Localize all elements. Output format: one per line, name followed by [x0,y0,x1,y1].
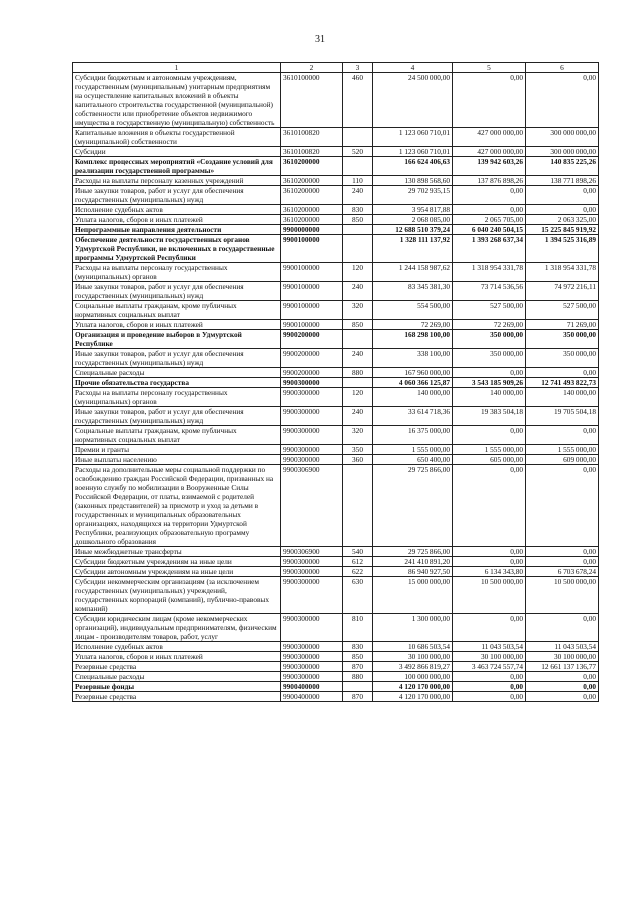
row-vr [343,235,373,263]
row-code: 9900100000 [281,320,343,330]
row-value-3: 0,00 [526,465,599,547]
row-value-2: 1 393 268 637,34 [453,235,526,263]
row-vr [343,682,373,692]
row-value-2: 350 000,00 [453,330,526,349]
row-value-1: 4 120 170 000,00 [373,682,453,692]
table-row [73,388,599,407]
row-code: 9900300000 [281,378,343,388]
row-vr: 240 [343,349,373,368]
row-value-3: 71 269,00 [526,320,599,330]
table-row [73,349,599,368]
row-name: Уплата налогов, сборов и иных платежей [73,320,281,330]
row-value-2: 139 942 603,26 [453,157,526,176]
row-name: Субсидии автономным учреждениям на иные цели [73,567,281,577]
row-value-2: 427 000 000,00 [453,147,526,157]
row-value-1: 166 624 406,63 [373,157,453,176]
row-value-3: 350 000,00 [526,349,599,368]
row-name: Субсидии юридическим лицам (кроме некоммерческих организаций), индивидуальным предпринимателям, физическим лицам - производителям товаров, работ, услуг [73,614,281,642]
row-vr [343,225,373,235]
table-row [73,235,599,263]
row-value-1: 650 400,00 [373,455,453,465]
header-row [73,63,599,73]
row-value-2: 0,00 [453,368,526,378]
row-name: Расходы на дополнительные меры социальной поддержки по освобождению граждан Российской Федерации, призванных на военную службу по мобилизации в Вооруженные Силы Российской Федерации, от платы, взимаемой с родителей (законных представителей) за присмотр и уход за детьми в государственных и муниципальных образовательных организациях, находящихся на территории Удмуртской Республики, реализующих образовательную программу дошкольного образования [73,465,281,547]
row-value-3: 0,00 [526,368,599,378]
row-code: 3610100820 [281,147,343,157]
row-value-3: 0,00 [526,672,599,682]
row-code: 9900100000 [281,263,343,282]
row-code: 9900300000 [281,652,343,662]
row-name: Прочие обязательства государства [73,378,281,388]
row-value-3: 12 661 137 136,77 [526,662,599,672]
row-value-2: 0,00 [453,73,526,128]
row-code: 9900300000 [281,455,343,465]
row-name: Иные закупки товаров, работ и услуг для обеспечения государственных (муниципальных) нужд [73,186,281,205]
table-row [73,662,599,672]
row-value-2: 6 134 343,80 [453,567,526,577]
row-value-1: 168 298 100,00 [373,330,453,349]
table-row [73,73,599,128]
row-name: Иные закупки товаров, работ и услуг для обеспечения государственных (муниципальных) нужд [73,407,281,426]
row-vr: 520 [343,147,373,157]
row-vr: 850 [343,215,373,225]
row-value-3: 138 771 898,26 [526,176,599,186]
row-name: Резервные средства [73,662,281,672]
table-row [73,642,599,652]
row-vr [343,330,373,349]
row-value-2: 0,00 [453,682,526,692]
table-row [73,128,599,147]
table-row [73,157,599,176]
row-name: Исполнение судебных актов [73,642,281,652]
row-value-1: 1 123 060 710,01 [373,128,453,147]
row-code: 9900300000 [281,388,343,407]
row-name: Резервные средства [73,692,281,702]
row-value-1: 3 954 817,88 [373,205,453,215]
row-vr [343,378,373,388]
row-code: 3610100820 [281,128,343,147]
row-value-3: 30 100 000,00 [526,652,599,662]
row-value-3: 1 318 954 331,78 [526,263,599,282]
row-value-1: 1 328 111 137,92 [373,235,453,263]
row-vr: 240 [343,282,373,301]
row-code: 3610200000 [281,215,343,225]
row-value-1: 2 068 085,00 [373,215,453,225]
row-code: 9900100000 [281,235,343,263]
row-value-3: 74 972 216,11 [526,282,599,301]
row-code: 9900100000 [281,282,343,301]
row-value-2: 1 555 000,00 [453,445,526,455]
row-value-3: 10 500 000,00 [526,577,599,614]
row-name: Иные межбюджетные трансферты [73,547,281,557]
table-row [73,567,599,577]
row-vr: 880 [343,672,373,682]
row-value-3: 0,00 [526,186,599,205]
row-code: 9900300000 [281,426,343,445]
row-name: Расходы на выплаты персоналу казенных учреждений [73,176,281,186]
row-value-1: 4 120 170 000,00 [373,692,453,702]
row-value-1: 29 725 866,00 [373,465,453,547]
row-value-2: 137 876 898,26 [453,176,526,186]
row-vr: 850 [343,320,373,330]
row-name: Исполнение судебных актов [73,205,281,215]
table-row [73,692,599,702]
row-name: Уплата налогов, сборов и иных платежей [73,215,281,225]
row-value-3: 19 705 504,18 [526,407,599,426]
row-vr: 240 [343,186,373,205]
row-value-1: 4 060 366 125,87 [373,378,453,388]
row-name: Уплата налогов, сборов и иных платежей [73,652,281,662]
row-code: 9900300000 [281,662,343,672]
row-value-2: 605 000,00 [453,455,526,465]
row-vr: 830 [343,205,373,215]
row-value-1: 167 960 000,00 [373,368,453,378]
row-value-1: 1 123 060 710,01 [373,147,453,157]
row-value-3: 527 500,00 [526,301,599,320]
row-value-2: 3 463 724 557,74 [453,662,526,672]
row-value-2: 0,00 [453,186,526,205]
row-value-3: 0,00 [526,73,599,128]
row-value-3: 300 000 000,00 [526,128,599,147]
row-vr [343,465,373,547]
row-value-1: 29 725 866,00 [373,547,453,557]
row-name: Социальные выплаты гражданам, кроме публичных нормативных социальных выплат [73,426,281,445]
row-vr: 850 [343,652,373,662]
row-value-1: 1 244 158 987,62 [373,263,453,282]
row-value-1: 86 940 927,50 [373,567,453,577]
row-code: 9900300000 [281,407,343,426]
row-value-2: 6 040 240 504,15 [453,225,526,235]
table-row [73,652,599,662]
row-value-1: 130 898 568,60 [373,176,453,186]
row-value-1: 72 269,00 [373,320,453,330]
row-name: Субсидии [73,147,281,157]
row-code: 9900200000 [281,349,343,368]
row-vr [343,128,373,147]
row-value-1: 83 345 381,30 [373,282,453,301]
row-vr: 360 [343,455,373,465]
row-code: 9900400000 [281,692,343,702]
row-value-2: 0,00 [453,692,526,702]
row-name: Премии и гранты [73,445,281,455]
table-row [73,147,599,157]
row-vr: 240 [343,407,373,426]
table-row [73,577,599,614]
row-value-3: 609 000,00 [526,455,599,465]
header-col-1: 1 [73,63,281,73]
row-value-3: 0,00 [526,205,599,215]
row-name: Иные выплаты населению [73,455,281,465]
row-value-1: 241 410 891,20 [373,557,453,567]
row-code: 9900306900 [281,465,343,547]
row-value-1: 24 500 000,00 [373,73,453,128]
row-name: Субсидии бюджетным и автономным учреждениям, государственным (муниципальным) унитарным предприятиям на осуществление капитальных вложений в объекты капитального строительства государственной (муниципальной) собственности или приобретение объектов недвижимого имущества в государственную (муниципальную) собственность [73,73,281,128]
table-row [73,186,599,205]
row-value-3: 140 835 225,26 [526,157,599,176]
row-code: 9900300000 [281,577,343,614]
row-vr: 350 [343,445,373,455]
row-value-3: 140 000,00 [526,388,599,407]
row-value-3: 1 394 525 316,89 [526,235,599,263]
row-vr: 622 [343,567,373,577]
row-value-3: 11 043 503,54 [526,642,599,652]
page-number: 31 [315,34,325,45]
row-code: 3610200000 [281,157,343,176]
row-value-2: 350 000,00 [453,349,526,368]
header-col-4: 4 [373,63,453,73]
row-value-3: 6 703 678,24 [526,567,599,577]
row-value-2: 2 065 705,00 [453,215,526,225]
row-name: Расходы на выплаты персоналу государственных (муниципальных) органов [73,263,281,282]
row-code: 3610200000 [281,205,343,215]
row-code: 9900000000 [281,225,343,235]
row-name: Специальные расходы [73,672,281,682]
row-code: 9900300000 [281,567,343,577]
row-vr: 612 [343,557,373,567]
row-value-2: 11 043 503,54 [453,642,526,652]
header-col-6: 6 [526,63,599,73]
row-code: 9900200000 [281,368,343,378]
row-value-2: 0,00 [453,672,526,682]
row-code: 9900300000 [281,672,343,682]
row-vr: 540 [343,547,373,557]
table-row [73,614,599,642]
row-name: Расходы на выплаты персоналу государственных (муниципальных) органов [73,388,281,407]
row-vr: 320 [343,301,373,320]
row-name: Субсидии бюджетным учреждениям на иные цели [73,557,281,567]
row-name: Субсидии некоммерческим организациям (за исключением государственных (муниципальных) учреждений, государственных корпораций (компаний), публично-правовых компаний) [73,577,281,614]
table-row [73,682,599,692]
row-value-2: 30 100 000,00 [453,652,526,662]
row-vr: 830 [343,642,373,652]
row-name: Организация и проведение выборов в Удмуртской Республике [73,330,281,349]
row-value-1: 29 702 935,15 [373,186,453,205]
table-row [73,263,599,282]
table-row [73,330,599,349]
row-name: Обеспечение деятельности государственных органов Удмуртской Республики, не включенных в государственные программы Удмуртской Республики [73,235,281,263]
table-row [73,205,599,215]
row-code: 3610200000 [281,176,343,186]
table-row [73,320,599,330]
row-value-2: 0,00 [453,426,526,445]
row-value-1: 10 686 503,54 [373,642,453,652]
row-vr: 870 [343,692,373,702]
header-col-5: 5 [453,63,526,73]
table-row [73,282,599,301]
table-row [73,378,599,388]
row-value-1: 15 000 000,00 [373,577,453,614]
table-row [73,426,599,445]
row-code: 3610100000 [281,73,343,128]
row-value-3: 15 225 845 919,92 [526,225,599,235]
table-row [73,368,599,378]
row-value-1: 338 100,00 [373,349,453,368]
row-value-1: 1 300 000,00 [373,614,453,642]
row-code: 9900300000 [281,557,343,567]
table-row [73,557,599,567]
row-value-3: 2 063 325,00 [526,215,599,225]
table-row [73,547,599,557]
table-row [73,407,599,426]
row-value-1: 554 500,00 [373,301,453,320]
row-value-2: 0,00 [453,465,526,547]
row-value-1: 33 614 718,36 [373,407,453,426]
row-value-2: 0,00 [453,614,526,642]
row-value-3: 12 741 493 822,73 [526,378,599,388]
row-value-2: 19 383 504,18 [453,407,526,426]
table-row [73,225,599,235]
row-vr: 320 [343,426,373,445]
row-value-2: 10 500 000,00 [453,577,526,614]
row-code: 9900300000 [281,642,343,652]
row-name: Специальные расходы [73,368,281,378]
row-value-2: 0,00 [453,547,526,557]
row-vr: 880 [343,368,373,378]
row-value-2: 0,00 [453,557,526,567]
row-value-2: 427 000 000,00 [453,128,526,147]
row-code: 9900400000 [281,682,343,692]
row-value-3: 0,00 [526,614,599,642]
table-row [73,445,599,455]
row-value-3: 0,00 [526,682,599,692]
row-value-2: 0,00 [453,205,526,215]
row-value-2: 140 000,00 [453,388,526,407]
row-code: 9900300000 [281,445,343,455]
row-vr: 810 [343,614,373,642]
row-code: 3610200000 [281,186,343,205]
table-row [73,301,599,320]
row-value-3: 300 000 000,00 [526,147,599,157]
row-vr [343,157,373,176]
row-value-2: 73 714 536,56 [453,282,526,301]
row-vr: 870 [343,662,373,672]
row-vr: 460 [343,73,373,128]
row-value-3: 0,00 [526,426,599,445]
row-value-3: 350 000,00 [526,330,599,349]
table-row [73,672,599,682]
row-value-3: 0,00 [526,692,599,702]
row-value-2: 1 318 954 331,78 [453,263,526,282]
table-body [73,73,599,702]
row-value-2: 527 500,00 [453,301,526,320]
row-name: Иные закупки товаров, работ и услуг для обеспечения государственных (муниципальных) нужд [73,349,281,368]
row-vr: 120 [343,263,373,282]
row-value-1: 16 375 000,00 [373,426,453,445]
header-col-3: 3 [343,63,373,73]
row-vr: 110 [343,176,373,186]
row-name: Непрограммные направления деятельности [73,225,281,235]
row-value-1: 3 492 866 819,27 [373,662,453,672]
row-name: Комплекс процессных мероприятий «Создание условий для реализации государственной программы» [73,157,281,176]
row-value-1: 100 000 000,00 [373,672,453,682]
row-name: Социальные выплаты гражданам, кроме публичных нормативных социальных выплат [73,301,281,320]
row-value-3: 0,00 [526,547,599,557]
row-value-3: 1 555 000,00 [526,445,599,455]
row-value-3: 0,00 [526,557,599,567]
row-vr: 120 [343,388,373,407]
row-value-2: 72 269,00 [453,320,526,330]
row-name: Резервные фонды [73,682,281,692]
row-value-1: 140 000,00 [373,388,453,407]
table-row [73,455,599,465]
header-col-2: 2 [281,63,343,73]
budget-table [72,62,599,702]
row-value-1: 12 688 510 379,24 [373,225,453,235]
row-name: Капитальные вложения в объекты государственной (муниципальной) собственности [73,128,281,147]
row-value-1: 30 100 000,00 [373,652,453,662]
row-code: 9900200000 [281,330,343,349]
table-row [73,176,599,186]
row-value-1: 1 555 000,00 [373,445,453,455]
row-code: 9900100000 [281,301,343,320]
row-value-2: 3 543 185 909,26 [453,378,526,388]
row-code: 9900300000 [281,614,343,642]
row-name: Иные закупки товаров, работ и услуг для обеспечения государственных (муниципальных) нужд [73,282,281,301]
row-code: 9900306900 [281,547,343,557]
row-vr: 630 [343,577,373,614]
table-row [73,215,599,225]
table-row [73,465,599,547]
